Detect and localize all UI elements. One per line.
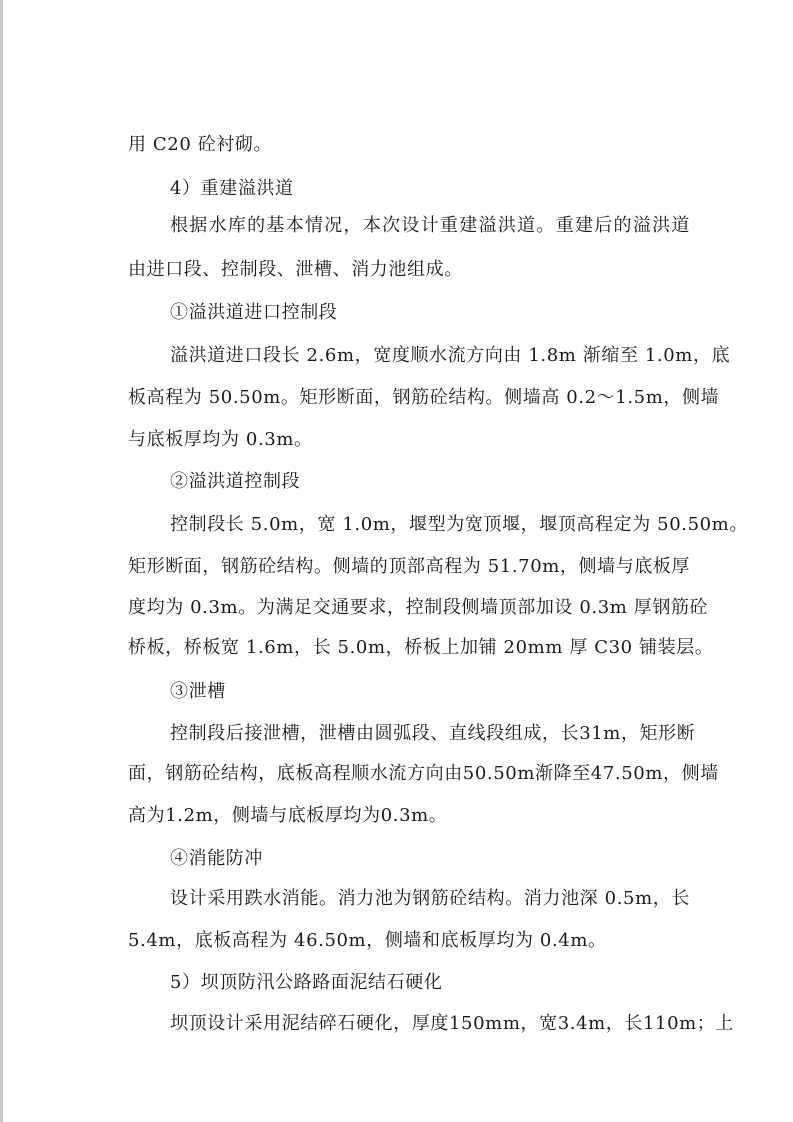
scan-edge (0, 0, 3, 1122)
text-line: 根据水库的基本情况，本次设计重建溢洪道。重建后的溢洪道 (170, 215, 690, 236)
text-line: 矩形断面，钢筋砼结构。侧墙的顶部高程为 51.70m，侧墙与底板厚 (128, 556, 691, 577)
section-heading: 5）坝顶防汛公路路面泥结石硬化 (170, 972, 443, 993)
text-line: 面，钢筋砼结构，底板高程顺水流方向由50.50m渐降至47.50m，侧墙 (128, 763, 719, 784)
text-line: 与底板厚均为 0.3m。 (128, 429, 313, 450)
text-line: 度均为 0.3m。为满足交通要求，控制段侧墙顶部加设 0.3m 厚钢筋砼 (128, 597, 709, 618)
text-line: 控制段长 5.0m，宽 1.0m，堰型为宽顶堰，堰顶高程定为 50.50m。 (170, 514, 748, 535)
text-line: 用 C20 砼衬砌。 (128, 134, 273, 155)
subsection-heading: ①溢洪道进口控制段 (170, 302, 338, 323)
text-line: 坝顶设计采用泥结碎石硬化，厚度150mm，宽3.4m，长110m；上 (170, 1013, 735, 1034)
text-line: 设计采用跌水消能。消力池为钢筋砼结构。消力池深 0.5m，长 (170, 888, 690, 909)
subsection-heading: ②溢洪道控制段 (170, 471, 301, 492)
text-line: 桥板，桥板宽 1.6m，长 5.0m，桥板上加铺 20mm 厚 C30 铺装层。 (128, 637, 714, 658)
section-heading: 4）重建溢洪道 (170, 178, 294, 199)
text-line: 高为1.2m，侧墙与底板厚均为0.3m。 (128, 805, 448, 826)
subsection-heading: ③泄槽 (170, 681, 226, 702)
text-line: 板高程为 50.50m。矩形断面，钢筋砼结构。侧墙高 0.2～1.5m，侧墙 (128, 387, 720, 408)
text-line: 由进口段、控制段、泄槽、消力池组成。 (128, 259, 463, 280)
text-line: 溢洪道进口段长 2.6m，宽度顺水流方向由 1.8m 渐缩至 1.0m，底 (170, 345, 731, 366)
subsection-heading: ④消能防冲 (170, 848, 263, 869)
text-line: 控制段后接泄槽，泄槽由圆弧段、直线段组成，长31m，矩形断 (170, 723, 696, 744)
text-line: 5.4m，底板高程为 46.50m，侧墙和底板厚均为 0.4m。 (128, 930, 607, 951)
